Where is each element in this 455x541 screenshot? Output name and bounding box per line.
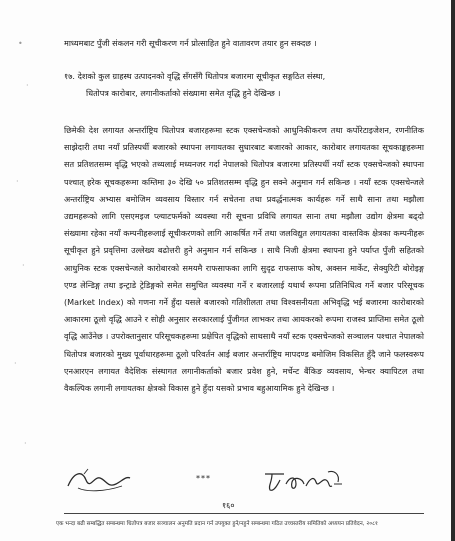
page-number: १६० [222, 501, 235, 510]
scan-speck: · [22, 261, 25, 270]
point-number: १७. [64, 71, 75, 81]
scan-speck: · [26, 81, 29, 90]
main-paragraph: छिमेकी देश लगायत अन्तर्राष्ट्रिय धितोपत्र बजारहरूमा स्टक एक्सचेन्जको आधुनिकीकरण तथा कर्पोरेटाइजेशन, रणनीतिक साझेदारी तथा नयाँ प्रतिस्पर्धी बजारको स्थापना लगायतका सुधारबाट बजारको आकार, कारोबार लगायतका सूचकाङ्कहरूमा सत प्रतिशतसम्म वृद्धि भएको तथ्यलाई मध्यनजर गर्दा नेपालको धितोपत्र बजारमा प्रतिस्पर्धी नयाँ स्टक एक्सचेन्जको स्थापना पश्चात् हरेक सूचकहरूमा कम्तिमा ३० देखि ५० प्रतिशतसम्म वृद्धि हुन सक्ने अनुमान गर्न सकिन्छ । नयाँ स्टक एक्सचेन्जले अन्तर्राष्ट्रिय अभ्यास बमोजिम व्यवसाय विस्तार गर्न सचेतना तथा प्रवर्द्धनात्मक कार्यहरू गर्ने साथै साना तथा मझौला उद्यमहरूको लागि एसएमइज प्ल्याटफर्मको व्यवस्था गरी सूचना प्रविधि लगायत साना तथा मझौला उद्योग क्षेत्रमा बढ्दो संख्यामा रहेका नयाँ कम्पनीहरूलाई सूचीकरणको लागि आकर्षित गर्ने तथा जलविद्युत लगायतका वास्तविक क्षेत्रका कम्पनीहरू सूचीकृत हुने प्रवृत्तिमा उल्लेख्य बढोत्तरी हुने अनुमान गर्न सकिन्छ । साथै निजी क्षेत्रमा स्थापना हुने पर्याप्त पुँजी सहितको आधुनिक स्टक एक्सचेन्जले कारोबारको समयमै राफसाफका लागि सुदृढ राफसाफ कोष, अक्सन मार्केट, सेक्युरिटी बोरोइङ्ग एण्ड लेन्डिङ्ग तथा इन्ट्राडे ट्रेडिङ्गको समेत समुचित व्यवस्था गर्ने र बजारलाई यथार्थ रूपमा प्रतिनिधित्व गर्ने बजार परिसूचक (Market Index) को गणना गर्ने हुँदा यसले बजारको गतिशीलता तथा विश्वसनीयता अभिवृद्धि भई बजारमा कारोबारको आकारमा ठूलो वृद्धि आउने र सोही अनुसार सरकारलाई पुँजीगत लाभकर तथा आयकरको रूपमा राजस्व प्राप्तिमा समेत ठूलो वृद्धि आउँनेछ । उपरोक्तानुसार परिसूचकहरूमा प्रक्षेपित वृद्धिको साथसाथै नयाँ स्टक एक्सचेन्जको सञ्चालन पश्चात नेपालको धितोपत्र बजारको मुख्य पूर्वाधारहरूमा ठूलो परिवर्तन आई बजार अन्तर्राष्ट्रिय मापदण्ड बमोजिम विकसित हुँदै जाने फलस्वरूप एनआरएन लगायत वैदेशिक संस्थागत लगानीकर्ताको बजार प्रवेश हुने, मर्चेन्ट बैंकिङ व्यवसाय, भेन्चर क्यापिटल तथा वैकल्पिक लगानी लगायतका क्षेत्रको विकास हुने हुँदा यसको प्रभाव बहुआयामिक हुने देखिन्छ । [64, 125, 424, 394]
point-line-2: धितोपत्र कारोबार, लगानीकर्ताको संख्यामा समेत वृद्धि हुने देखिन्छ । [86, 88, 281, 99]
intro-paragraph: माध्यमबाट पुँजी संकलन गरी सूचीकरण गर्न प्रोत्साहित हुने वातावरण तयार हुन सक्दछ । [64, 38, 317, 48]
footer-caption: एक भन्दा बढी सम्बद्धित सम्बन्धमा धितोपत्र बजार सञ्चालन अनुमति प्रदान गर्न उपयुक्त हुने/नहुने सम्बन्धमा गठित उच्चस्तरीय समितिको अध्ययन प्रतिवेदन, २०८१ [56, 521, 378, 527]
scan-right-edge [451, 0, 455, 541]
signature-right [262, 466, 344, 496]
scan-speck: · [16, 177, 19, 186]
point-line-1: देशको कुल ग्राहस्थ उत्पादनको वृद्धि सँगसँगै धितोपत्र बजारमा सूचीकृत सङ्गठित संस्था, [77, 71, 326, 81]
signature-left [64, 466, 134, 494]
scan-speck: · [24, 439, 27, 448]
separator-stars: *** [196, 474, 211, 483]
scan-speck: · [14, 359, 17, 368]
scan-speck: • [18, 39, 23, 48]
footer-rule [64, 513, 424, 514]
numbered-point-17 [64, 68, 424, 102]
